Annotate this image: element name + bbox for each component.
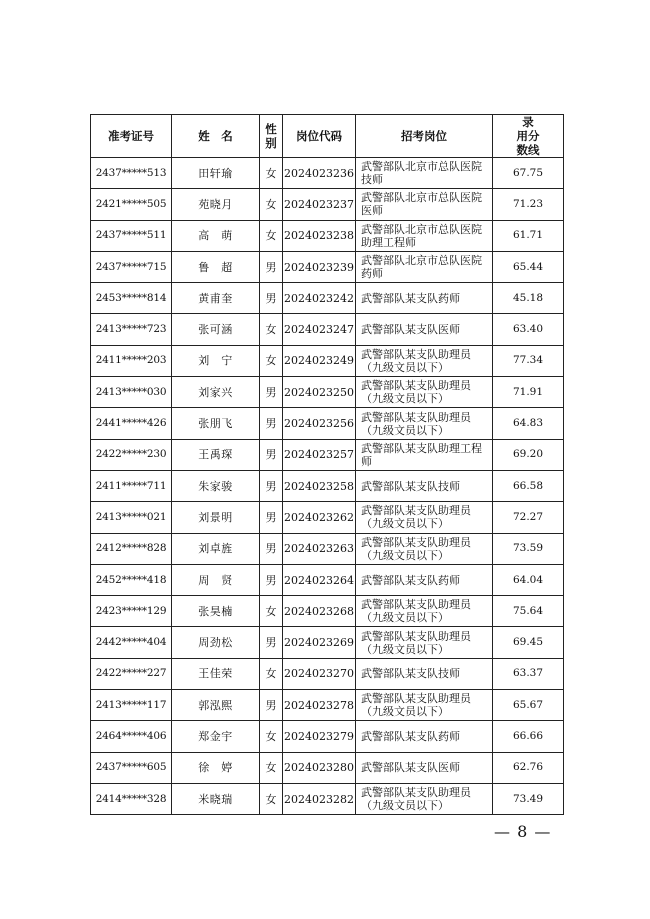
cell-name: 郑金宇 bbox=[172, 721, 260, 752]
cell-score: 61.71 bbox=[493, 220, 564, 251]
table-row bbox=[91, 220, 564, 251]
cell-gender: 女 bbox=[260, 658, 283, 689]
cell-position-code: 2024023250 bbox=[283, 377, 356, 408]
cell-position: 武警部队某支队药师 bbox=[356, 721, 493, 752]
cell-gender: 女 bbox=[260, 314, 283, 345]
cell-position-code: 2024023242 bbox=[283, 283, 356, 314]
cell-score: 69.20 bbox=[493, 439, 564, 470]
cell-name: 郭泓熙 bbox=[172, 690, 260, 721]
cell-position-code: 2024023270 bbox=[283, 658, 356, 689]
cell-gender: 女 bbox=[260, 783, 283, 814]
cell-score: 71.23 bbox=[493, 189, 564, 220]
cell-position: 武警部队某支队助理员（九级文员以下） bbox=[356, 408, 493, 439]
cell-score: 63.37 bbox=[493, 658, 564, 689]
header-name: 姓 名 bbox=[172, 115, 260, 158]
cell-position: 武警部队某支队助理员（九级文员以下） bbox=[356, 345, 493, 376]
cell-name: 刘家兴 bbox=[172, 377, 260, 408]
header-gender: 性别 bbox=[260, 115, 283, 158]
cell-name: 刘 宁 bbox=[172, 345, 260, 376]
cell-score: 65.67 bbox=[493, 690, 564, 721]
cell-position-code: 2024023278 bbox=[283, 690, 356, 721]
header-exam-id: 准考证号 bbox=[91, 115, 172, 158]
cell-gender: 男 bbox=[260, 283, 283, 314]
table-header-row bbox=[91, 115, 564, 158]
cell-score: 66.58 bbox=[493, 470, 564, 501]
cell-name: 张朋飞 bbox=[172, 408, 260, 439]
cell-position: 武警部队某支队助理员（九级文员以下） bbox=[356, 690, 493, 721]
cell-position: 武警部队某支队助理员（九级文员以下） bbox=[356, 783, 493, 814]
table-row bbox=[91, 345, 564, 376]
cell-position-code: 2024023264 bbox=[283, 564, 356, 595]
cell-position: 武警部队某支队助理员（九级文员以下） bbox=[356, 502, 493, 533]
cell-position-code: 2024023269 bbox=[283, 627, 356, 658]
cell-score: 65.44 bbox=[493, 251, 564, 282]
cell-name: 田轩瑜 bbox=[172, 158, 260, 189]
cell-position: 武警部队某支队医师 bbox=[356, 314, 493, 345]
cell-exam-id: 2413*****723 bbox=[91, 314, 172, 345]
cell-name: 周 贤 bbox=[172, 564, 260, 595]
page-number: — 8 — bbox=[494, 822, 552, 841]
cell-gender: 男 bbox=[260, 533, 283, 564]
cell-exam-id: 2452*****418 bbox=[91, 564, 172, 595]
cell-position-code: 2024023268 bbox=[283, 596, 356, 627]
cell-score: 63.40 bbox=[493, 314, 564, 345]
cell-gender: 女 bbox=[260, 596, 283, 627]
table-row bbox=[91, 627, 564, 658]
table-row bbox=[91, 408, 564, 439]
cell-gender: 男 bbox=[260, 690, 283, 721]
cell-position: 武警部队某支队助理员（九级文员以下） bbox=[356, 377, 493, 408]
table-row bbox=[91, 783, 564, 814]
cell-score: 73.49 bbox=[493, 783, 564, 814]
header-score: 录 用分数线 bbox=[493, 115, 564, 158]
table-row bbox=[91, 189, 564, 220]
cell-score: 64.04 bbox=[493, 564, 564, 595]
cell-position-code: 2024023282 bbox=[283, 783, 356, 814]
table-row bbox=[91, 283, 564, 314]
cell-name: 黄甫奎 bbox=[172, 283, 260, 314]
cell-position-code: 2024023238 bbox=[283, 220, 356, 251]
cell-position-code: 2024023263 bbox=[283, 533, 356, 564]
cell-position: 武警部队北京市总队医院医师 bbox=[356, 189, 493, 220]
cell-gender: 女 bbox=[260, 189, 283, 220]
cell-exam-id: 2414*****328 bbox=[91, 783, 172, 814]
table-row bbox=[91, 470, 564, 501]
cell-position: 武警部队某支队医师 bbox=[356, 752, 493, 783]
cell-gender: 男 bbox=[260, 502, 283, 533]
cell-gender: 女 bbox=[260, 721, 283, 752]
cell-position-code: 2024023256 bbox=[283, 408, 356, 439]
cell-gender: 男 bbox=[260, 564, 283, 595]
cell-position-code: 2024023257 bbox=[283, 439, 356, 470]
table-row bbox=[91, 314, 564, 345]
cell-position: 武警部队北京市总队医院助理工程师 bbox=[356, 220, 493, 251]
table-row bbox=[91, 377, 564, 408]
table-row bbox=[91, 596, 564, 627]
cell-name: 高 萌 bbox=[172, 220, 260, 251]
cell-score: 67.75 bbox=[493, 158, 564, 189]
cell-exam-id: 2421*****505 bbox=[91, 189, 172, 220]
cell-exam-id: 2441*****426 bbox=[91, 408, 172, 439]
cell-position: 武警部队某支队技师 bbox=[356, 470, 493, 501]
cell-position: 武警部队北京市总队医院技师 bbox=[356, 158, 493, 189]
table-row bbox=[91, 690, 564, 721]
cell-name: 刘卓旌 bbox=[172, 533, 260, 564]
cell-name: 刘景明 bbox=[172, 502, 260, 533]
cell-score: 64.83 bbox=[493, 408, 564, 439]
cell-position-code: 2024023247 bbox=[283, 314, 356, 345]
cell-exam-id: 2437*****715 bbox=[91, 251, 172, 282]
table-body bbox=[91, 158, 564, 815]
cell-score: 71.91 bbox=[493, 377, 564, 408]
cell-exam-id: 2423*****129 bbox=[91, 596, 172, 627]
cell-score: 69.45 bbox=[493, 627, 564, 658]
cell-gender: 男 bbox=[260, 470, 283, 501]
cell-exam-id: 2422*****230 bbox=[91, 439, 172, 470]
cell-name: 苑晓月 bbox=[172, 189, 260, 220]
table-row bbox=[91, 251, 564, 282]
cell-exam-id: 2411*****711 bbox=[91, 470, 172, 501]
cell-exam-id: 2464*****406 bbox=[91, 721, 172, 752]
cell-exam-id: 2413*****021 bbox=[91, 502, 172, 533]
cell-exam-id: 2437*****605 bbox=[91, 752, 172, 783]
cell-score: 73.59 bbox=[493, 533, 564, 564]
header-position: 招考岗位 bbox=[356, 115, 493, 158]
cell-name: 王佳荣 bbox=[172, 658, 260, 689]
cell-name: 张可涵 bbox=[172, 314, 260, 345]
cell-name: 周劲松 bbox=[172, 627, 260, 658]
cell-name: 张昊楠 bbox=[172, 596, 260, 627]
cell-exam-id: 2411*****203 bbox=[91, 345, 172, 376]
cell-position-code: 2024023280 bbox=[283, 752, 356, 783]
cell-exam-id: 2437*****511 bbox=[91, 220, 172, 251]
header-position-code: 岗位代码 bbox=[283, 115, 356, 158]
cell-name: 米晓瑞 bbox=[172, 783, 260, 814]
cell-exam-id: 2413*****030 bbox=[91, 377, 172, 408]
table-row bbox=[91, 533, 564, 564]
cell-gender: 女 bbox=[260, 220, 283, 251]
cell-name: 朱家骏 bbox=[172, 470, 260, 501]
table-row bbox=[91, 439, 564, 470]
cell-position-code: 2024023279 bbox=[283, 721, 356, 752]
cell-position-code: 2024023237 bbox=[283, 189, 356, 220]
cell-gender: 女 bbox=[260, 158, 283, 189]
cell-name: 王禹琛 bbox=[172, 439, 260, 470]
cell-exam-id: 2422*****227 bbox=[91, 658, 172, 689]
cell-position: 武警部队某支队助理工程师 bbox=[356, 439, 493, 470]
cell-position: 武警部队某支队助理员（九级文员以下） bbox=[356, 627, 493, 658]
cell-gender: 女 bbox=[260, 345, 283, 376]
cell-position-code: 2024023258 bbox=[283, 470, 356, 501]
cell-exam-id: 2442*****404 bbox=[91, 627, 172, 658]
cell-gender: 男 bbox=[260, 251, 283, 282]
cell-exam-id: 2412*****828 bbox=[91, 533, 172, 564]
cell-position: 武警部队某支队药师 bbox=[356, 283, 493, 314]
cell-position: 武警部队某支队药师 bbox=[356, 564, 493, 595]
cell-exam-id: 2437*****513 bbox=[91, 158, 172, 189]
cell-score: 62.76 bbox=[493, 752, 564, 783]
cell-gender: 女 bbox=[260, 752, 283, 783]
cell-position-code: 2024023236 bbox=[283, 158, 356, 189]
cell-gender: 男 bbox=[260, 408, 283, 439]
table-row bbox=[91, 721, 564, 752]
cell-position: 武警部队某支队技师 bbox=[356, 658, 493, 689]
cell-position-code: 2024023249 bbox=[283, 345, 356, 376]
cell-position-code: 2024023262 bbox=[283, 502, 356, 533]
table-row bbox=[91, 658, 564, 689]
cell-score: 45.18 bbox=[493, 283, 564, 314]
cell-exam-id: 2453*****814 bbox=[91, 283, 172, 314]
table-row bbox=[91, 564, 564, 595]
cell-name: 鲁 超 bbox=[172, 251, 260, 282]
cell-name: 徐 婷 bbox=[172, 752, 260, 783]
cell-position: 武警部队某支队助理员（九级文员以下） bbox=[356, 596, 493, 627]
cell-gender: 男 bbox=[260, 627, 283, 658]
cell-score: 66.66 bbox=[493, 721, 564, 752]
cell-score: 72.27 bbox=[493, 502, 564, 533]
cell-position: 武警部队某支队助理员（九级文员以下） bbox=[356, 533, 493, 564]
cell-score: 77.34 bbox=[493, 345, 564, 376]
table-row bbox=[91, 158, 564, 189]
cell-position: 武警部队北京市总队医院药师 bbox=[356, 251, 493, 282]
cell-gender: 男 bbox=[260, 377, 283, 408]
score-table bbox=[90, 114, 564, 815]
table-row bbox=[91, 502, 564, 533]
cell-position-code: 2024023239 bbox=[283, 251, 356, 282]
cell-score: 75.64 bbox=[493, 596, 564, 627]
cell-exam-id: 2413*****117 bbox=[91, 690, 172, 721]
cell-gender: 男 bbox=[260, 439, 283, 470]
table-row bbox=[91, 752, 564, 783]
